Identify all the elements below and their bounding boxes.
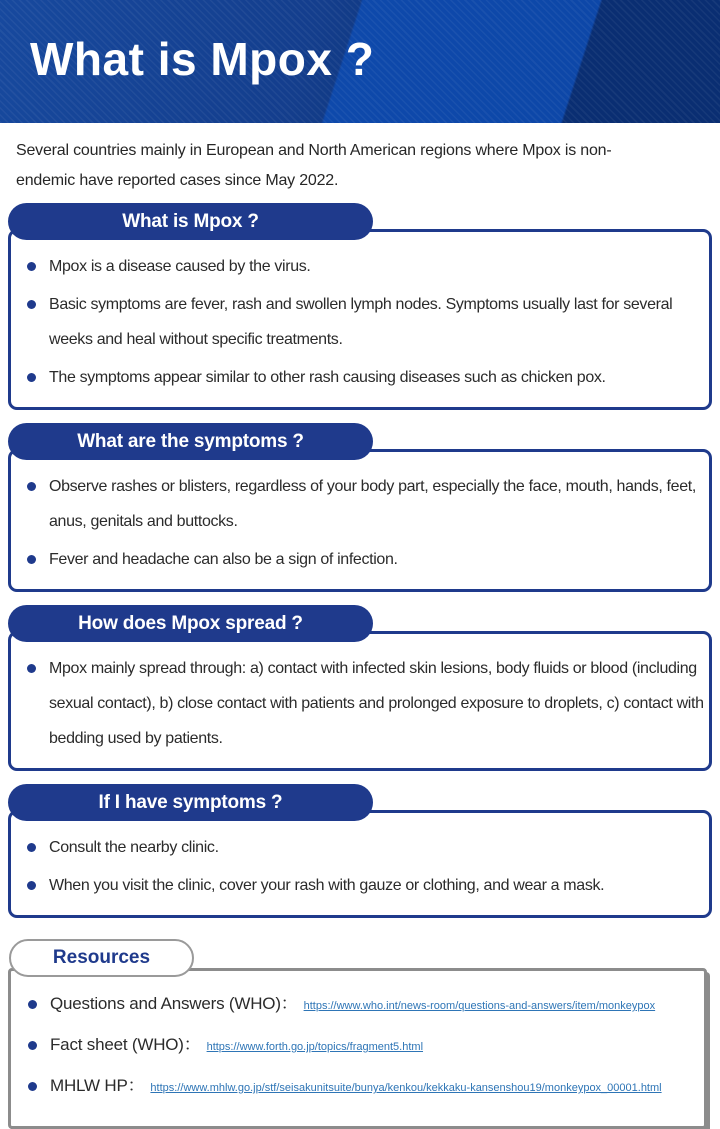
resource-link[interactable]: https://www.who.int/news-room/questions-and-answers/item/monkeypox: [303, 1000, 656, 1012]
bullet-text: Fever and headache can also be a sign of infection.: [49, 551, 398, 568]
resource-label: MHLW HP：: [50, 1076, 145, 1095]
section: [8, 423, 712, 592]
list-item: [24, 651, 705, 756]
bullet-text: Basic symptoms are fever, rash and swollen lymph nodes. Symptoms usually last for several weeks and heal without specific treatments.: [49, 296, 673, 348]
bullet-icon: [27, 482, 36, 491]
bullet-icon: [28, 1041, 37, 1050]
bullet-icon: [27, 373, 36, 382]
resources-header-pill: [9, 939, 194, 977]
bullet-icon: [27, 664, 36, 673]
resource-item: [25, 1073, 698, 1099]
list-item: [24, 287, 705, 357]
resources-title: Resources: [52, 947, 151, 968]
section-title: If I have symptoms ?: [98, 791, 283, 813]
page-title: What is Mpox ?: [30, 33, 375, 85]
section: [8, 784, 712, 918]
resource-link[interactable]: https://www.forth.go.jp/topics/fragment5.html: [206, 1041, 424, 1053]
section: [8, 203, 712, 410]
section-header-pill: [8, 605, 373, 642]
section-header-pill: [8, 784, 373, 821]
list-item: [24, 868, 705, 903]
section-title: What is Mpox ?: [122, 210, 259, 232]
section-header-pill: [8, 423, 373, 460]
resources-section: [8, 939, 712, 1129]
list-item: [24, 542, 705, 577]
section-title: How does Mpox spread ?: [78, 612, 303, 634]
bullet-text: When you visit the clinic, cover your rash with gauze or clothing, and wear a mask.: [49, 877, 605, 894]
resource-item: [25, 1032, 698, 1058]
list-item: [24, 830, 705, 865]
section-title: What are the symptoms ?: [77, 430, 304, 452]
resource-link[interactable]: https://www.mhlw.go.jp/stf/seisakunitsuite/bunya/kenkou/kekkaku-kansenshou19/monkeypox_00001.html: [150, 1082, 662, 1094]
intro-text: Several countries mainly in European and North American regions where Mpox is non-endemic have reported cases since May 2022.: [16, 142, 612, 189]
bullet-text: The symptoms appear similar to other rash causing diseases such as chicken pox.: [49, 369, 606, 386]
bullet-icon: [27, 881, 36, 890]
header-banner: [0, 0, 720, 123]
bullet-icon: [27, 262, 36, 271]
bullet-icon: [27, 843, 36, 852]
list-item: [24, 249, 705, 284]
list-item: [24, 360, 705, 395]
section-box: [8, 810, 712, 918]
bullet-text: Mpox is a disease caused by the virus.: [49, 258, 311, 275]
bullet-text: Consult the nearby clinic.: [49, 839, 219, 856]
resources-box: [8, 968, 707, 1129]
resource-item: [25, 991, 698, 1017]
bullet-icon: [27, 555, 36, 564]
section-header-pill: [8, 203, 373, 240]
section-box: [8, 449, 712, 592]
section: [8, 605, 712, 771]
bullet-text: Observe rashes or blisters, regardless of your body part, especially the face, mouth, hands, feet, anus, genitals and buttocks.: [49, 478, 696, 530]
bullet-text: Mpox mainly spread through: a) contact with infected skin lesions, body fluids or blood (including sexual contact), b) close contact with patients and prolonged exposure to droplets, c) contact with bedding used by patients.: [49, 660, 704, 747]
resource-label: Fact sheet (WHO)：: [50, 1035, 201, 1054]
bullet-icon: [27, 300, 36, 309]
section-box: [8, 229, 712, 410]
list-item: [24, 469, 705, 539]
section-box: [8, 631, 712, 771]
bullet-icon: [28, 1082, 37, 1091]
resource-label: Questions and Answers (WHO)：: [50, 994, 298, 1013]
sections-container: [0, 196, 720, 918]
bullet-icon: [28, 1000, 37, 1009]
